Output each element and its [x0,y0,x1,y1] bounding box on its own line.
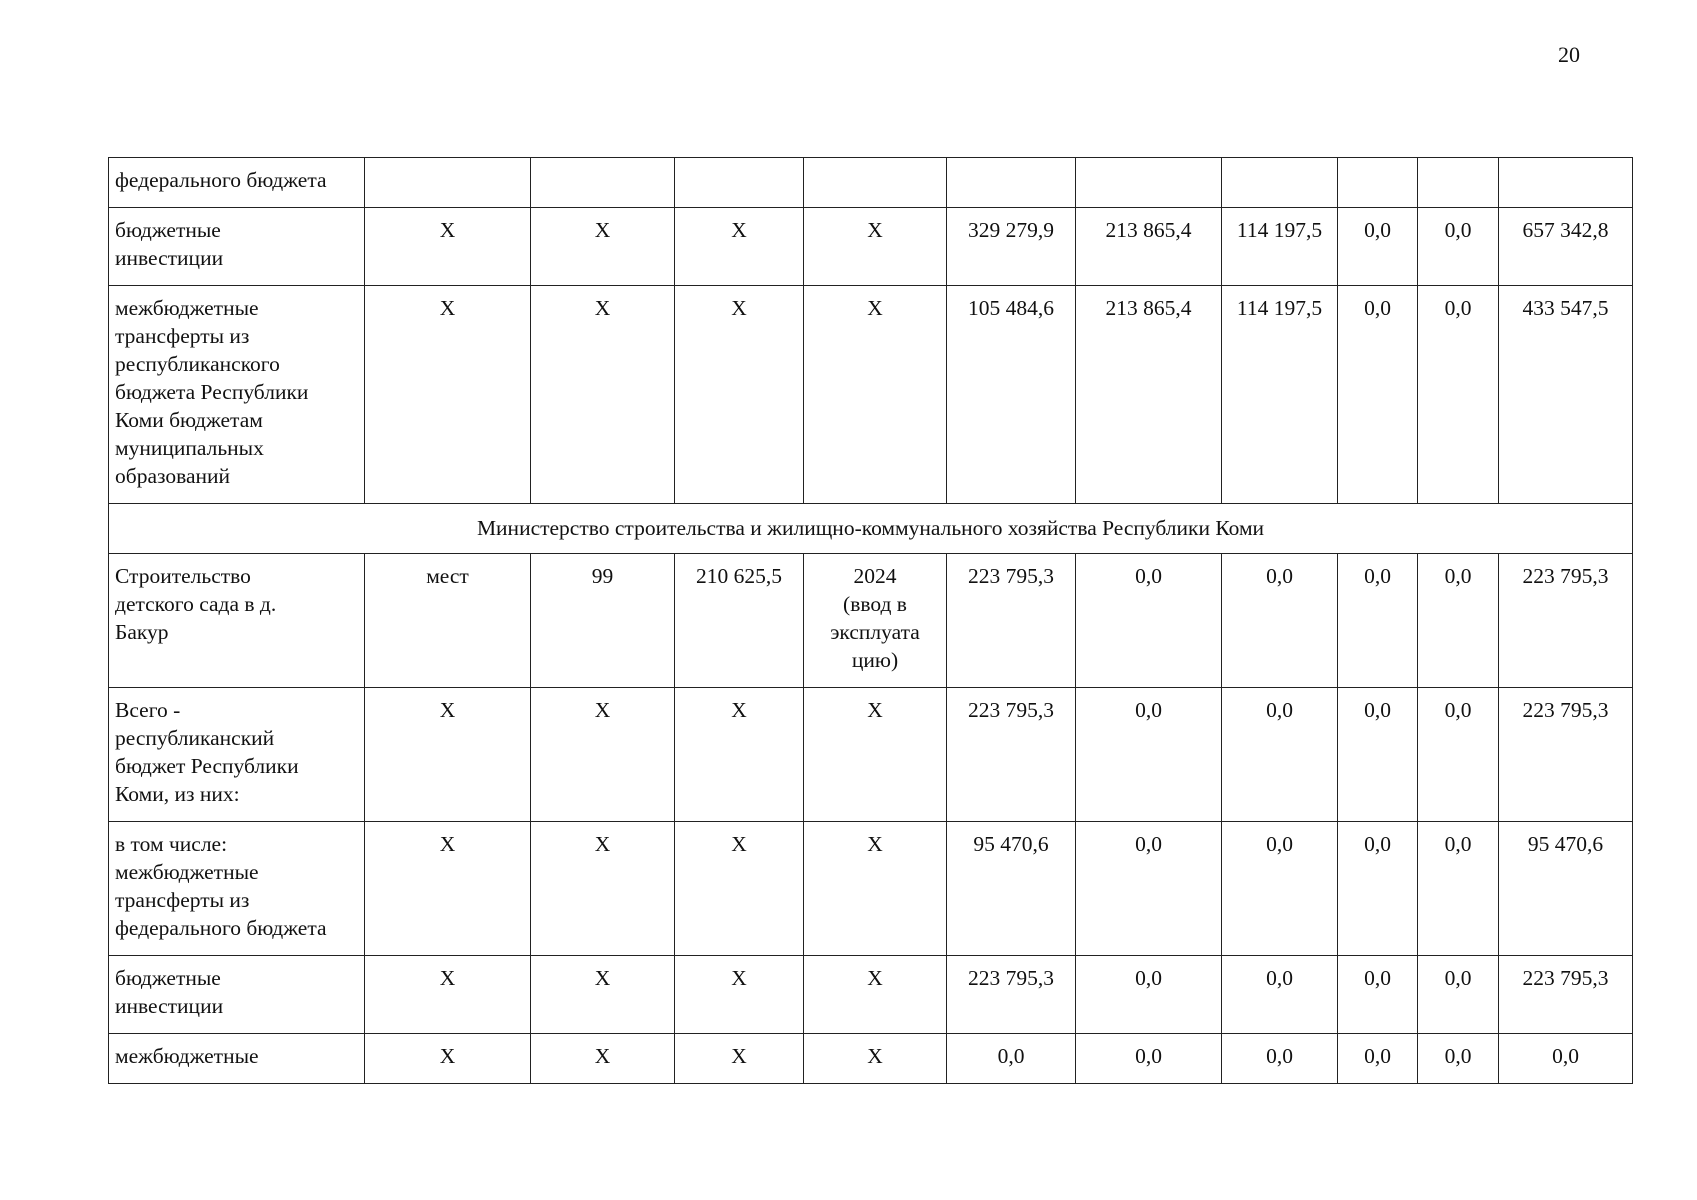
table-cell: 329 279,9 [947,208,1076,286]
table-cell: 0,0 [1418,956,1499,1034]
row-label: бюджетные инвестиции [109,208,365,286]
table-cell: 0,0 [1418,208,1499,286]
table-cell: X [531,822,675,956]
table-row [109,822,1633,956]
table-row [109,158,1633,208]
table-cell: 0,0 [1499,1034,1633,1084]
table-cell: 105 484,6 [947,286,1076,504]
table-cell: 0,0 [1076,822,1222,956]
table-row [109,208,1633,286]
table-cell: 0,0 [1338,822,1418,956]
table-cell: 223 795,3 [947,956,1076,1034]
row-label: бюджетные инвестиции [109,956,365,1034]
table-cell: 223 795,3 [947,688,1076,822]
table-row [109,1034,1633,1084]
table-cell [531,158,675,208]
table-cell: 0,0 [1338,688,1418,822]
table-cell: X [531,956,675,1034]
table-cell: X [531,286,675,504]
table-cell: X [804,688,947,822]
table-cell: 210 625,5 [675,554,804,688]
table-cell: мест [365,554,531,688]
table-cell: 0,0 [1338,1034,1418,1084]
table-cell: 0,0 [1222,822,1338,956]
table-cell: X [365,1034,531,1084]
table-cell: 95 470,6 [1499,822,1633,956]
table-cell: 0,0 [1076,1034,1222,1084]
table-cell: X [531,1034,675,1084]
table-cell: X [804,1034,947,1084]
table-row [109,688,1633,822]
table-cell: 0,0 [1076,688,1222,822]
table-cell: 657 342,8 [1499,208,1633,286]
table-row [109,286,1633,504]
table-cell: X [675,822,804,956]
row-label: федерального бюджета [109,158,365,208]
table-cell: X [531,208,675,286]
table-row [109,554,1633,688]
table-cell: X [531,688,675,822]
row-label: в том числе: межбюджетные трансферты из федерального бюджета [109,822,365,956]
table-cell: 0,0 [1338,554,1418,688]
section-heading: Министерство строительства и жилищно-коммунального хозяйства Республики Коми [109,504,1633,554]
table-cell: 223 795,3 [947,554,1076,688]
table-cell: 0,0 [1418,688,1499,822]
table-cell: X [675,286,804,504]
table-cell: X [365,286,531,504]
table-cell: 0,0 [1222,1034,1338,1084]
table-cell [1418,158,1499,208]
table-cell [1338,158,1418,208]
table-cell [947,158,1076,208]
table-cell: 114 197,5 [1222,286,1338,504]
table-cell: 0,0 [1222,956,1338,1034]
row-label: Всего - республиканский бюджет Республики Коми, из них: [109,688,365,822]
table-cell: 0,0 [1222,554,1338,688]
table-cell: 223 795,3 [1499,688,1633,822]
section-row [109,504,1633,554]
table-cell: 0,0 [1076,956,1222,1034]
table-cell: 0,0 [1338,286,1418,504]
table-cell: 0,0 [1418,554,1499,688]
table-cell [1076,158,1222,208]
table-cell: 0,0 [1418,822,1499,956]
table-cell: 0,0 [1338,956,1418,1034]
table-cell: X [804,208,947,286]
table-cell: 95 470,6 [947,822,1076,956]
table-cell: X [804,822,947,956]
table-cell [675,158,804,208]
table-cell: 0,0 [947,1034,1076,1084]
table-cell: 433 547,5 [1499,286,1633,504]
table-cell [1499,158,1633,208]
table-cell: 223 795,3 [1499,956,1633,1034]
table-body [109,158,1633,1084]
table-cell: X [804,286,947,504]
table-cell: 0,0 [1076,554,1222,688]
table-cell: 0,0 [1418,286,1499,504]
table-cell [365,158,531,208]
table-cell: X [365,956,531,1034]
table-cell: X [675,208,804,286]
table-cell: X [365,822,531,956]
table-cell: 223 795,3 [1499,554,1633,688]
table-cell: 0,0 [1222,688,1338,822]
table-cell: 0,0 [1418,1034,1499,1084]
table-cell: X [365,208,531,286]
table-cell: 0,0 [1338,208,1418,286]
table-cell: 99 [531,554,675,688]
table-cell [804,158,947,208]
table-cell: X [675,1034,804,1084]
budget-table [108,157,1633,1084]
page-number: 20 [1558,42,1580,67]
row-label: Строительство детского сада в д. Бакур [109,554,365,688]
table-row [109,956,1633,1034]
table-cell: X [675,688,804,822]
table-cell [1222,158,1338,208]
table-cell: X [675,956,804,1034]
row-label: межбюджетные трансферты из республиканского бюджета Республики Коми бюджетам муниципальных образований [109,286,365,504]
table-cell: 213 865,4 [1076,208,1222,286]
table-cell: X [365,688,531,822]
table-cell: 2024 (ввод в эксплуата цию) [804,554,947,688]
table-cell: 213 865,4 [1076,286,1222,504]
table-cell: 114 197,5 [1222,208,1338,286]
row-label: межбюджетные [109,1034,365,1084]
table-cell: X [804,956,947,1034]
